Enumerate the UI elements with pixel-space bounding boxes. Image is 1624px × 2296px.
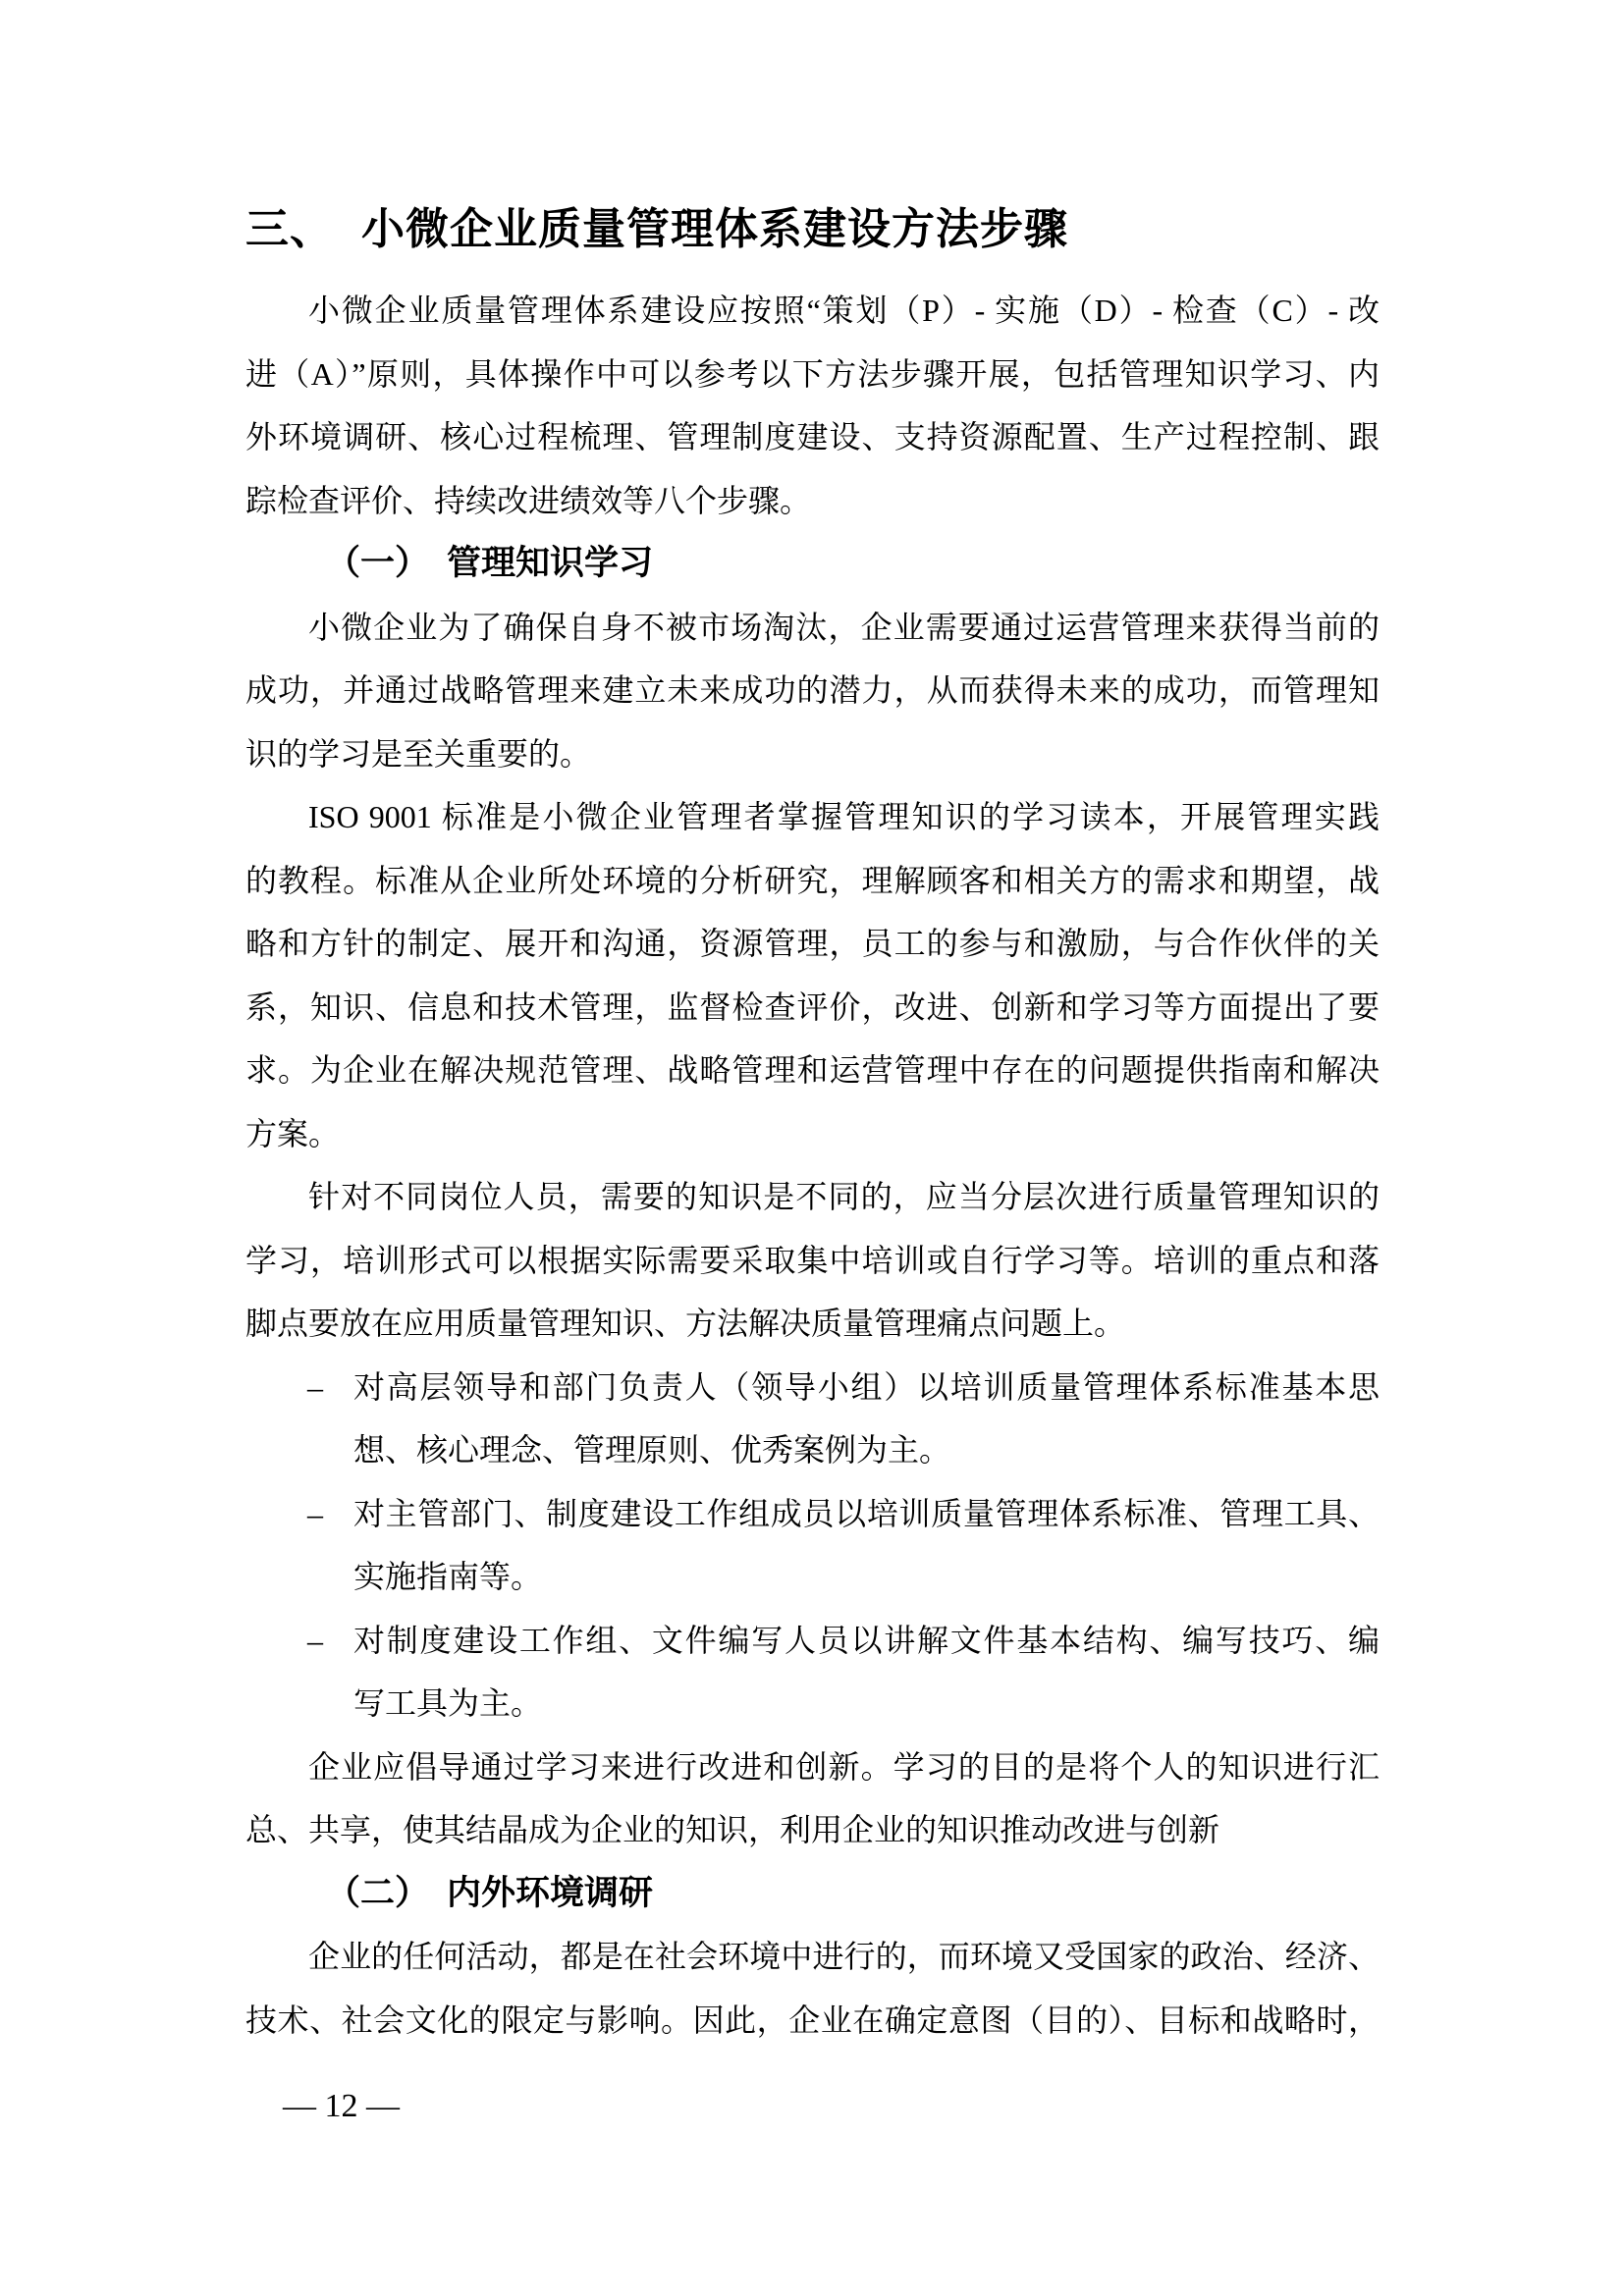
text-line: ISO 9001 标准是小微企业管理者掌握管理知识的学习读本，开展管理实践 [308, 799, 1380, 834]
text-line: 的教程。标准从企业所处环境的分析研究，理解顾客和相关方的需求和期望，战 [245, 862, 1380, 898]
bullet-dash-icon: – [307, 1368, 323, 1405]
text-line: 求。为企业在解决规范管理、战略管理和运营管理中存在的问题提供指南和解决 [245, 1052, 1380, 1088]
heading-text: 内外环境调研 [447, 1873, 654, 1912]
bullet-line [245, 1672, 1380, 1735]
section-heading [245, 1862, 1380, 1926]
heading-text: 管理知识学习 [447, 544, 654, 582]
bullet-text: 对主管部门、制度建设工作组成员以培训质量管理体系标准、管理工具、 [353, 1495, 1380, 1531]
text-line: 总、共享，使其结晶成为企业的知识，利用企业的知识推动改进与创新 [245, 1812, 1220, 1847]
text-line: 小微企业质量管理体系建设应按照“策划（P）- 实施（D）- 检查（C）- 改 [308, 293, 1380, 328]
text-line: 方案。 [245, 1115, 341, 1151]
text-line: 系，知识、信息和技术管理，监督检查评价，改进、创新和学习等方面提出了要 [245, 988, 1380, 1025]
text-line: 外环境调研、核心过程梳理、管理制度建设、支持资源配置、生产过程控制、跟 [245, 419, 1380, 454]
page-title [245, 200, 1068, 259]
bullet-line [245, 1482, 1380, 1546]
bullet-line [245, 1609, 1380, 1673]
text-line: 进（A）”原则，具体操作中可以参考以下方法步骤开展，包括管理知识学习、内 [245, 355, 1380, 392]
bullet-line [245, 1356, 1380, 1419]
title-section-number: 三、 [245, 205, 334, 253]
bullet-dash-icon: – [307, 1495, 323, 1531]
bullet-text: 想、核心理念、管理原则、优秀案例为主。 [353, 1432, 951, 1468]
text-line: 小微企业为了确保自身不被市场淘汰，企业需要通过运营管理来获得当前的 [308, 609, 1380, 645]
page-number-footer: — 12 — [283, 2088, 400, 2124]
text-line: 学习，培训形式可以根据实际需要采取集中培训或自行学习等。培训的重点和落 [245, 1242, 1380, 1278]
bullet-text: 实施指南等。 [353, 1559, 543, 1594]
text-line: 识的学习是至关重要的。 [245, 735, 592, 772]
text-line: 踪检查评价、持续改进绩效等八个步骤。 [245, 482, 812, 518]
document-body [245, 279, 1380, 2052]
text-line: 企业应倡导通过学习来进行改进和创新。学习的目的是将个人的知识进行汇 [308, 1748, 1380, 1785]
text-line: 技术、社会文化的限定与影响。因此，企业在确定意图（目的）、目标和战略时， [245, 2002, 1380, 2038]
bullet-line [245, 1545, 1380, 1609]
text-line: 成功，并通过战略管理来建立未来成功的潜力，从而获得未来的成功，而管理知 [245, 672, 1380, 708]
text-line: 脚点要放在应用质量管理知识、方法解决质量管理痛点问题上。 [245, 1306, 1126, 1341]
bullet-dash-icon: – [307, 1622, 323, 1658]
bullet-text: 对制度建设工作组、文件编写人员以讲解文件基本结构、编写技巧、编 [353, 1622, 1380, 1658]
text-line: 略和方针的制定、展开和沟通，资源管理，员工的参与和激励，与合作伙伴的关 [245, 926, 1380, 961]
bullet-line [245, 1418, 1380, 1482]
title-text: 小微企业质量管理体系建设方法步骤 [361, 205, 1068, 253]
bullet-text: 对高层领导和部门负责人（领导小组）以培训质量管理体系标准基本思 [353, 1368, 1380, 1405]
section-heading [245, 532, 1380, 596]
heading-number: （一） [326, 544, 430, 582]
heading-number: （二） [326, 1873, 430, 1912]
text-line: 针对不同岗位人员，需要的知识是不同的，应当分层次进行质量管理知识的 [308, 1179, 1380, 1214]
text-line: 企业的任何活动，都是在社会环境中进行的，而环境又受国家的政治、经济、 [308, 1939, 1380, 1974]
bullet-text: 写工具为主。 [353, 1685, 543, 1721]
